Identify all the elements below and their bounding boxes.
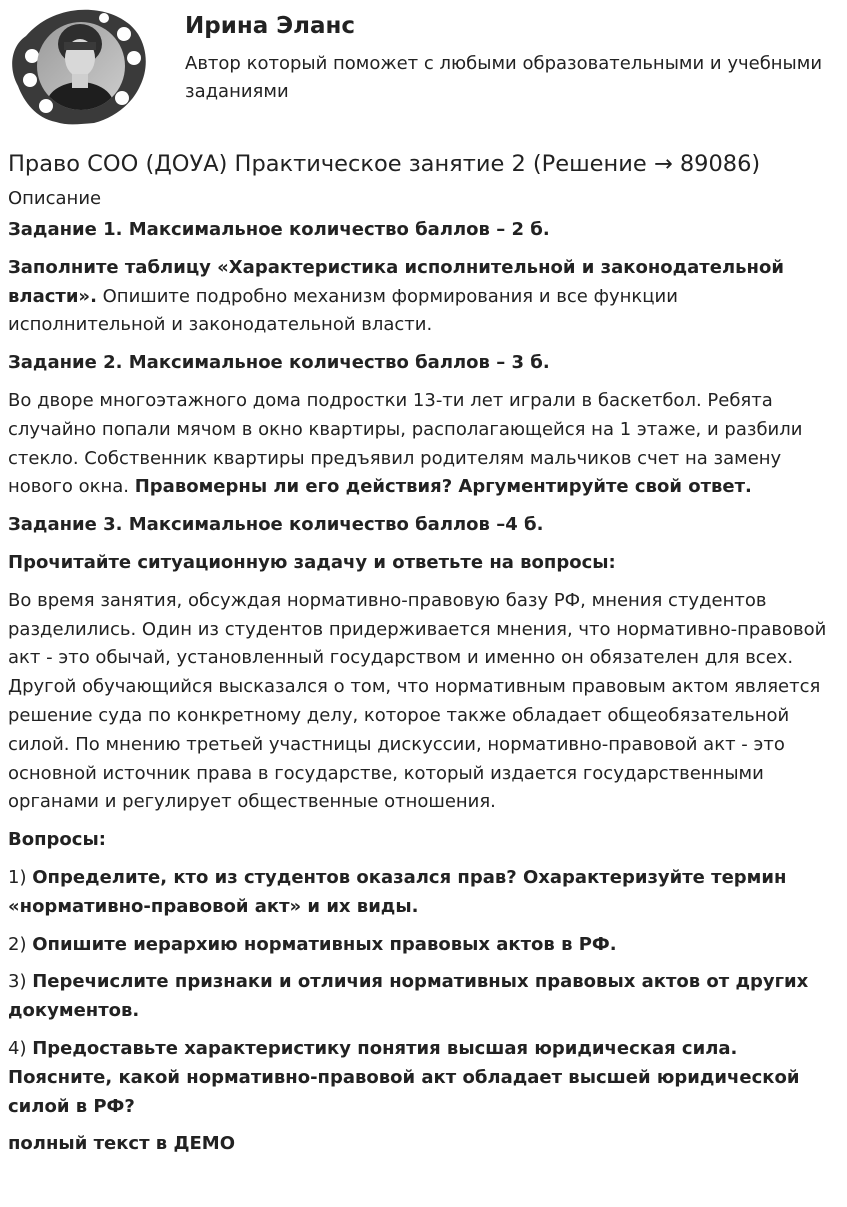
task1-bold-text: Заполните таблицу «Характеристика исполнительной и законодательной власти». xyxy=(8,256,784,307)
question-text: Опишите иерархию нормативных правовых актов в РФ. xyxy=(32,933,617,955)
question-item xyxy=(8,864,839,922)
task2-bold-text: Правомерны ли его действия? Аргументируйте свой ответ. xyxy=(134,476,752,498)
question-number: 1) xyxy=(8,866,33,888)
author-header xyxy=(0,0,847,138)
demo-note-text: полный текст в ДЕМО xyxy=(8,1133,236,1155)
task2-heading xyxy=(8,349,839,378)
task2-body xyxy=(8,387,839,502)
question-text: Определите, кто из студентов оказался прав? Охарактеризуйте термин «нормативно-правовой акт» и их виды. xyxy=(8,866,787,917)
task3-body: Во время занятия, обсуждая нормативно-правовую базу РФ, мнения студентов разделились. Один из студентов придерживается мнения, что нормативно-правовой акт - это обычай, установленный государством и именно он обязателен для всех. Другой обучающийся высказался о том, что нормативным правовым актом является решение суда по конкретному делу, которое также обладает общеобязательной силой. По мнению третьей участницы дискуссии, нормативно-правовой акт - это основной источник права в государстве, который издается государственными органами и регулирует общественные отношения. xyxy=(8,589,827,813)
author-avatar xyxy=(6,6,152,128)
task3-instruction-text: Прочитайте ситуационную задачу и ответьте на вопросы: xyxy=(8,551,616,573)
task1-heading xyxy=(8,216,839,245)
questions-label-text: Вопросы: xyxy=(8,829,106,851)
task1-heading-text: Задание 1. Максимальное количество баллов – 2 б. xyxy=(8,219,550,240)
question-item xyxy=(8,931,839,960)
question-number: 2) xyxy=(8,933,33,955)
task3-heading-text: Задание 3. Максимальное количество баллов –4 б. xyxy=(8,514,544,536)
page-title: Право СОО (ДОУА) Практическое занятие 2 (Решение → 89086) xyxy=(8,151,761,177)
task3-instruction xyxy=(8,549,839,578)
task2-text: Во дворе многоэтажного дома подростки 13-ти лет играли в баскетбол. Ребята случайно попали мячом в окно квартиры, располагающейся на 1 этаже, и разбили стекло. Собственник квартиры предъявил родителям мальчиков счет на замену нового окна. xyxy=(8,389,803,498)
task1-body xyxy=(8,254,839,340)
description-label: Описание xyxy=(8,188,102,209)
question-item xyxy=(8,1035,839,1121)
task1-text: Опишите подробно механизм формирования и все функции исполнительной и законодательной власти. xyxy=(8,285,678,336)
author-name: Ирина Эланс xyxy=(185,13,356,39)
avatar-film-frame-image xyxy=(6,6,152,128)
question-number: 4) xyxy=(8,1037,33,1059)
question-number: 3) xyxy=(8,971,33,993)
main-content xyxy=(0,150,847,1159)
task2-heading-text: Задание 2. Максимальное количество баллов – 3 б. xyxy=(8,352,550,374)
task3-heading xyxy=(8,511,839,540)
questions-label xyxy=(8,826,839,855)
author-description: Автор который поможет с любыми образовательными и учебными заданиями xyxy=(185,53,823,102)
demo-note xyxy=(8,1130,839,1159)
question-text: Перечислите признаки и отличия нормативных правовых актов от других документов. xyxy=(8,971,809,1022)
author-info xyxy=(185,12,825,106)
question-text: Предоставьте характеристику понятия высшая юридическая сила. Поясните, какой нормативно-правовой акт обладает высшей юридической силой в РФ? xyxy=(8,1037,800,1117)
question-item xyxy=(8,968,839,1026)
